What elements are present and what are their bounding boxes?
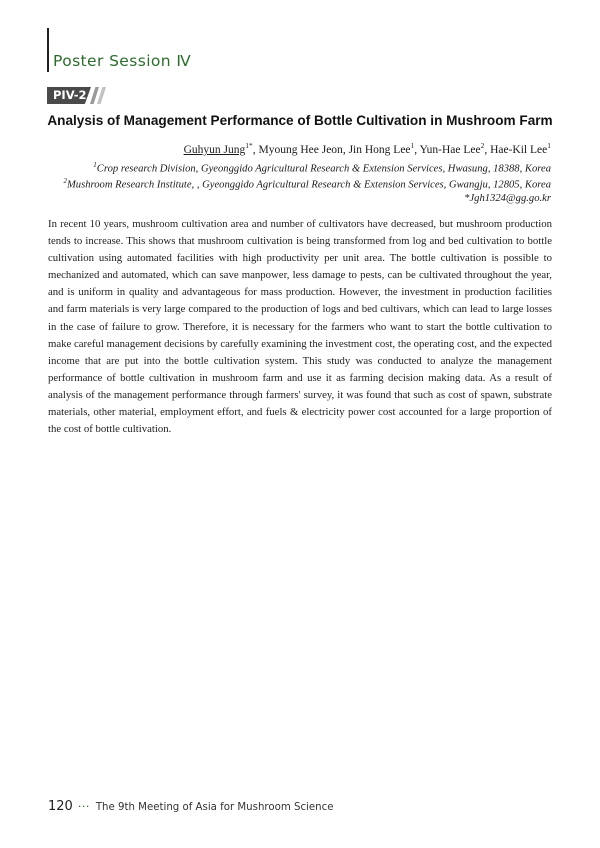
author-name: Jin Hong Lee: [348, 143, 411, 156]
author-name: Hae-Kil Lee: [490, 143, 548, 156]
abstract-text: In recent 10 years, mushroom cultivation area and number of cultivators have decreased, but mushroom production tends to increase. This shows that mushroom cultivation is being transformed from log and bed cultivation to bottle cultivation using automated facilities with high productivity per unit area. The bottle cultivation is possible to mechanized and automated, which can save manpower, less damage to pests, can be cultivated throughout the year, and is uniform in quality and advantageous for mass production. However, the investment in production facilities and farm materials is very large compared to the production of logs and bed cultivars, which can lead to large losses in the case of failure to grow. Therefore, it is necessary for the farmers who want to start the bottle cultivation to make careful management decisions by carefully examining the investment cost, the operating cost, and the expected income that are put into the bottle cultivation system. This study was conducted to analyze the management performance of bottle cultivation in mushroom farm and use it as farming decision making data. As a result of analysis of the management performance through farmers' survey, it was found that such as cost of spawn, substrate materials, other material, employment effort, and fuels & electricity power cost accounted for a large proportion of the cost of bottle cultivation.: [48, 218, 552, 436]
author-name: Guhyun Jung: [183, 143, 246, 156]
page-footer: [48, 799, 333, 814]
badge-stripe: [97, 87, 106, 104]
poster-badge: [47, 87, 103, 104]
badge-stripe: [90, 87, 99, 104]
author-name: Yun-Hae Lee: [419, 143, 481, 156]
author-sup: 1*: [245, 141, 253, 150]
author-list: Guhyun Jung$^{1*}$, Myoung Hee Jeon, Jin Hong Lee$^1$, Yun-Hae Lee$^2$, Hae-Kil Lee$^1$: [183, 141, 551, 156]
affiliation-2: [63, 177, 551, 191]
affiliation-text: Crop research Division, Gyeonggido Agricultural Research & Extension Services, Hwasung, 18388, Korea: [96, 163, 551, 175]
author-sup: 1: [547, 141, 551, 150]
section-title: Poster Session Ⅳ: [53, 52, 192, 70]
affiliation-num: 2: [63, 177, 67, 185]
affiliation-num: 1: [93, 161, 97, 169]
affiliation-1: [93, 161, 551, 175]
affiliation-text: Mushroom Research Institute, , Gyeonggido Agricultural Research & Extension Services, Gwangju, 12805, Korea: [66, 179, 551, 191]
footer-conference-title: The 9th Meeting of Asia for Mushroom Science: [95, 802, 334, 813]
corresponding-email: *Jgh1324@gg.go.kr: [464, 193, 551, 204]
badge-label: PIV-2: [53, 88, 87, 102]
author-sup: 1: [410, 141, 415, 150]
author-sup: 2: [480, 141, 485, 150]
section-divider-bar: [47, 28, 49, 72]
author-name: Myoung Hee Jeon: [258, 143, 343, 156]
footer-separator-dots: ···: [77, 800, 90, 813]
page-number: 120: [48, 799, 73, 814]
paper-title: Analysis of Management Performance of Bottle Cultivation in Mushroom Farm: [47, 113, 553, 128]
